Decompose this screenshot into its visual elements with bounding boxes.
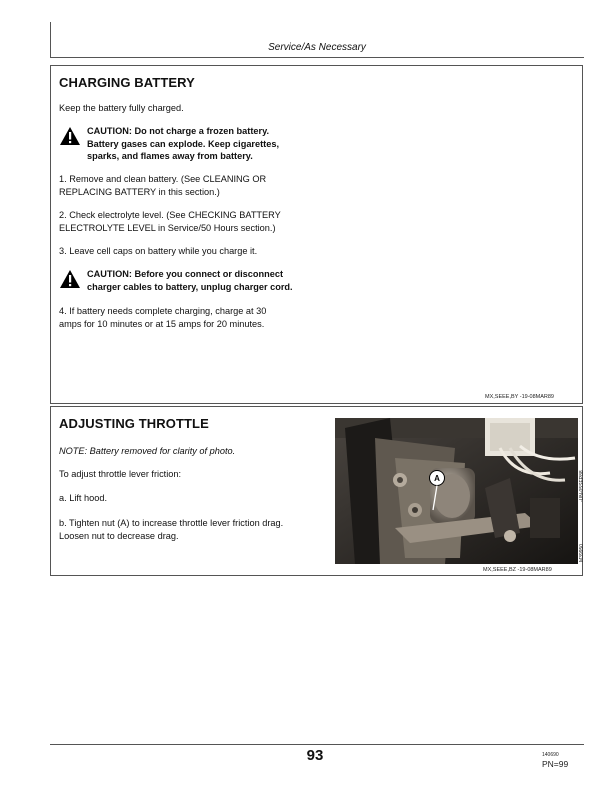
photo-code: -UN-05SEP88: [579, 470, 585, 502]
step-4: 4. If battery needs complete charging, charge at 30 amps for 10 minutes or at 15 amps for 20 minutes.: [59, 306, 267, 329]
warning-triangle-icon: [59, 269, 81, 289]
step-b: b. Tighten nut (A) to increase throttle lever friction drag. Loosen nut to decrease drag.: [59, 518, 284, 541]
step-a: a. Lift hood.: [59, 493, 108, 503]
step-1: 1. Remove and clean battery. (See CLEANING OR REPLACING BATTERY in this section.): [59, 174, 267, 197]
section-title: ADJUSTING THROTTLE: [59, 416, 209, 431]
warning-triangle-icon: [59, 126, 81, 146]
step-2: 2. Check electrolyte level. (See CHECKING BATTERY ELECTROLYTE LEVEL in Service/50 Hours section.): [59, 210, 281, 233]
section-charging-battery: [50, 65, 583, 404]
header-rule: [50, 57, 584, 58]
footer-small-code: 140690: [542, 752, 559, 758]
intro-text: To adjust throttle lever friction:: [59, 469, 182, 479]
page-header-title: Service/As Necessary: [268, 42, 366, 53]
footer-pn: PN=99: [542, 759, 569, 769]
note-text: NOTE: Battery removed for clarity of photo.: [59, 446, 236, 456]
page-number: 93: [306, 747, 324, 764]
caution-text: CAUTION: Do not charge a frozen battery. Battery gases can explode. Keep cigarettes, sparks, and flames away from battery.: [87, 126, 279, 161]
caution-text: CAUTION: Before you connect or disconnect charger cables to battery, unplug charger cord.: [87, 269, 293, 292]
photo-code: M39950: [579, 543, 585, 562]
section-code: MX,SEEE,BZ -19-08MAR89: [483, 567, 552, 573]
intro-text: Keep the battery fully charged.: [59, 103, 184, 113]
section-code: MX,SEEE,BY -19-08MAR89: [485, 394, 554, 400]
callout-label: A: [434, 474, 440, 483]
section-adjusting-throttle: [50, 406, 583, 576]
throttle-photo: [335, 418, 578, 564]
throttle-mechanism-image: [335, 418, 578, 564]
footer-rule: [50, 744, 584, 745]
step-3: 3. Leave cell caps on battery while you charge it.: [59, 246, 258, 256]
section-title: CHARGING BATTERY: [59, 75, 195, 90]
